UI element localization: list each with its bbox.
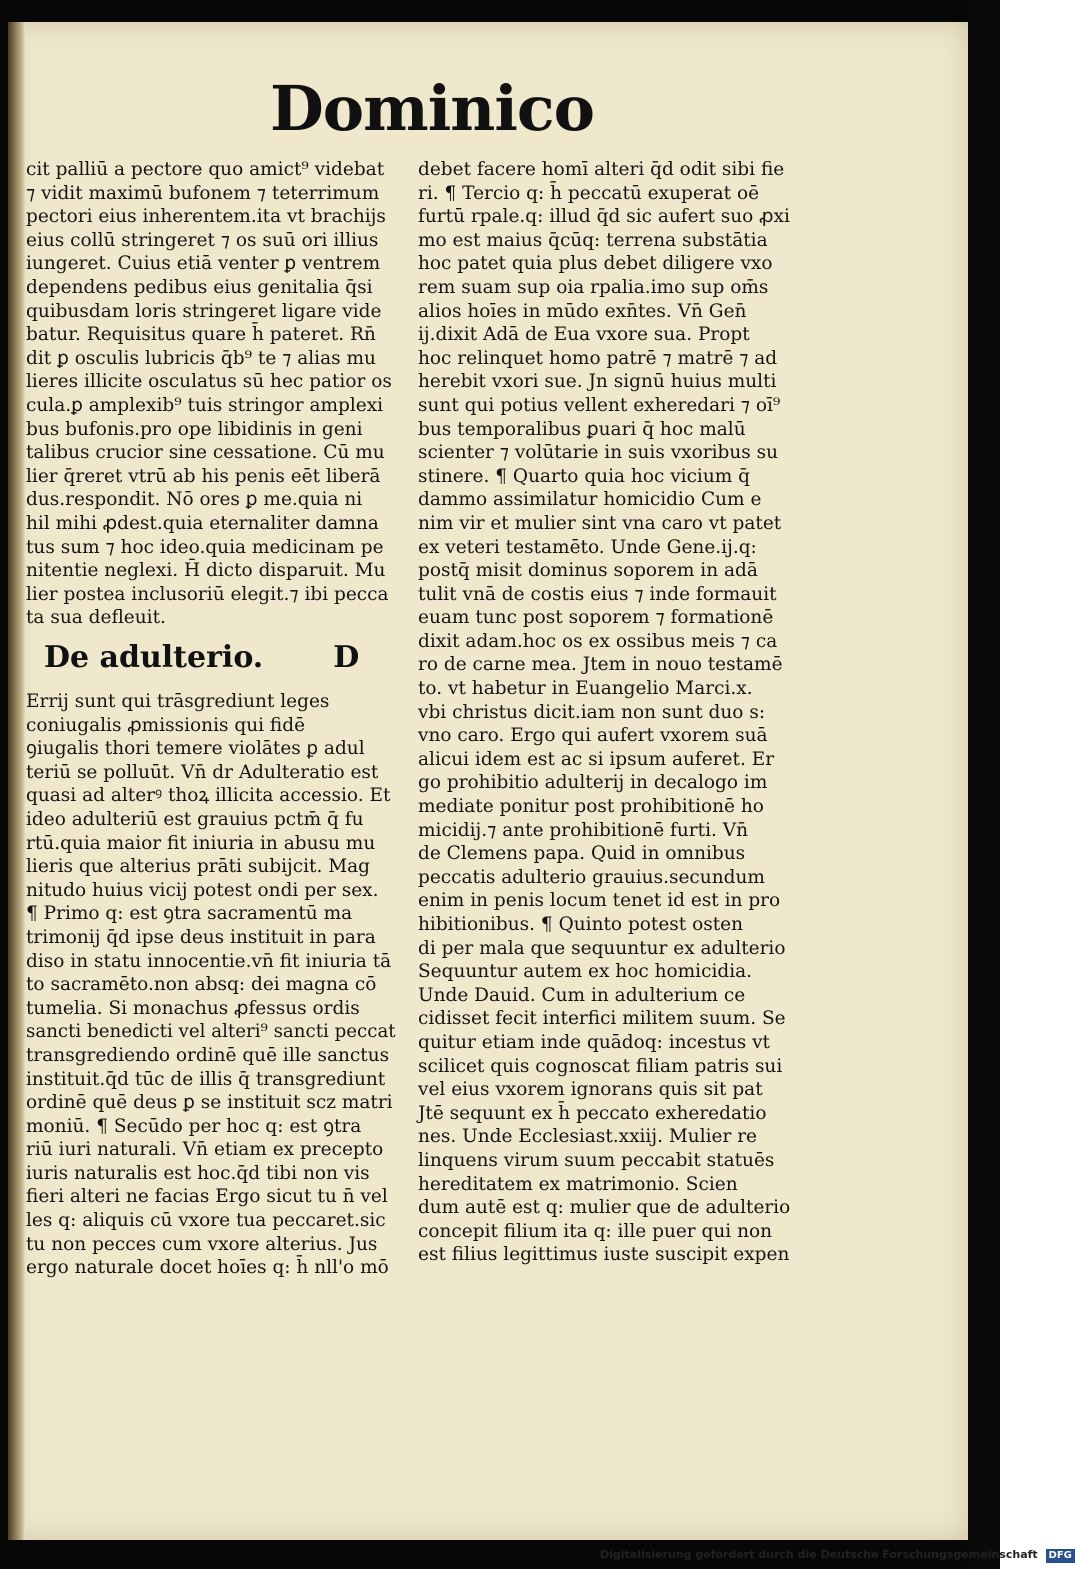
- text-line: bus bufonis.pro ope libidinis in geni: [26, 418, 363, 440]
- text-line: quibusdam loris stringeret ligare vide: [26, 300, 382, 322]
- text-line: stinere. ¶ Quarto quia hoc vicium q̄: [418, 465, 751, 487]
- text-line: diso in statu innocentie.vn̄ fit iniuria tā: [26, 950, 392, 972]
- text-line: cit palliū a pectore quo amict⁹ videbat: [26, 159, 385, 180]
- section-heading: [44, 640, 374, 684]
- text-line: ri. ¶ Tercio q: h̄ peccatū exuperat oē: [418, 182, 760, 204]
- text-line: hoc relinquet homo patrē ⁊ matrē ⁊ ad: [418, 347, 778, 369]
- text-line: quitur etiam inde quādoq: incestus vt: [418, 1031, 770, 1053]
- dfg-logo: DFG: [1046, 1549, 1075, 1563]
- text-line: nes. Unde Ecclesiast.xxiij. Mulier re: [418, 1126, 757, 1148]
- text-line: mediate ponitur post prohibitionē ho: [418, 796, 764, 818]
- text-line: hoc patet quia plus debet diligere vxo: [418, 253, 773, 275]
- text-line: cidisset fecit interfici militem suum. Se: [418, 1008, 786, 1030]
- text-line: to sacramēto.non absq: dei magna cō: [26, 974, 377, 996]
- text-line: rem suam sup oia rpalia.imo sup om̄s: [418, 276, 769, 298]
- text-line: nitentie neglexi. H̄ dicto disparuit. Mu: [26, 560, 386, 582]
- text-line: hil mihi ꝓdest.quia eternaliter damna: [26, 512, 379, 534]
- text-line: alios hoīes in mūdo exn̄tes. Vn̄ Gen̄: [418, 300, 747, 322]
- text-line: tus sum ⁊ hoc ideo.quia medicinam pe: [26, 536, 384, 558]
- text-line: hereditatem ex matrimonio. Scien: [418, 1173, 738, 1195]
- text-line: lier q̄reret vtrū ab his penis eēt liberā: [26, 465, 381, 487]
- text-line: mo est maius q̄cūq: terrena substātia: [418, 229, 768, 251]
- text-line: ij.dixit Adā de Eua vxore sua. Propt: [418, 324, 750, 346]
- scan-edge: [968, 0, 1000, 1569]
- text-line: eius collū stringeret ⁊ os suū ori illius: [26, 229, 379, 251]
- right-column: [418, 158, 790, 1267]
- text-line: hibitionibus. ¶ Quinto potest osten: [418, 914, 744, 935]
- text-line: talibus crucior sine cessatione. Cū mu: [26, 442, 385, 464]
- text-line: enim in penis locum tenet id est in pro: [418, 890, 781, 912]
- text-line: herebit vxori sue. Jn signū huius multi: [418, 371, 777, 393]
- text-line: ꝯiugalis thori temere violātes ꝑ adul: [26, 738, 365, 760]
- text-line: batur. Requisitus quare h̄ pateret. Rn̄: [26, 324, 376, 346]
- text-line: go prohibitio adulterij in decalogo im: [418, 772, 768, 794]
- text-line: riū iuri naturali. Vn̄ etiam ex precepto: [26, 1139, 384, 1161]
- text-line: dus.respondit. Nō ores ꝑ me.quia ni: [26, 489, 363, 511]
- text-line: sunt qui potius vellent exheredari ⁊ oī⁹: [418, 394, 781, 416]
- text-line: lieres illicite osculatus sū hec patior os: [26, 371, 392, 393]
- text-line: vbi christus dicit.iam non sunt duo s:: [418, 701, 766, 723]
- text-line: concepit filium ita q: ille puer qui non: [418, 1220, 773, 1242]
- text-line: ⁊ vidit maximū bufonem ⁊ teterrimum: [26, 182, 380, 204]
- text-line: vel eius vxorem ignorans quis sit pat: [418, 1079, 763, 1101]
- text-line: de Clemens papa. Quid in omnibus: [418, 843, 746, 865]
- text-line: sancti benedicti vel alteri⁹ sancti peccat: [26, 1021, 396, 1043]
- text-line: dammo assimilatur homicidio Cum e: [418, 489, 762, 511]
- text-line: dixit adam.hoc os ex ossibus meis ⁊ ca: [418, 630, 778, 652]
- text-line: dependens pedibus eius genitalia q̄si: [26, 276, 373, 298]
- text-line: nitudo huius vicij potest ondi per sex.: [26, 879, 379, 901]
- text-line: furtū rpale.q: illud q̄d sic aufert suo ꝓxi: [418, 206, 790, 228]
- text-line: bus temporalibus ꝑuari q̄ hoc malū: [418, 418, 746, 440]
- text-line: quasi ad alterꝰ thoꝝ illicita accessio. Et: [26, 785, 391, 807]
- text-line: cula.ꝑ amplexib⁹ tuis stringor amplexi: [26, 394, 384, 416]
- text-line: ro de carne mea. Jtem in nouo testamē: [418, 654, 783, 676]
- text-line: tulit vnā de costis eius ⁊ inde formauit: [418, 583, 777, 605]
- text-line: ideo adulteriū est grauius pctm̄ q̄ fu: [26, 808, 364, 830]
- text-line: dum autē est q: mulier que de adulterio: [418, 1197, 791, 1219]
- text-line: les q: aliquis cū vxore tua peccaret.sic: [26, 1210, 386, 1232]
- text-line: iuris naturalis est hoc.q̄d tibi non vis: [26, 1162, 370, 1184]
- text-line: postq̄ misit dominus soporem in adā: [418, 560, 758, 582]
- text-line: Sequuntur autem ex hoc homicidia.: [418, 961, 753, 983]
- section-title: De adulterio.: [44, 640, 264, 675]
- text-line: rtū.quia maior fit iniuria in abusu mu: [26, 832, 376, 854]
- text-line: linquens virum suum peccabit statuēs: [418, 1149, 775, 1171]
- text-line: moniū. ¶ Secūdo per hoc q: est ꝯtra: [26, 1115, 362, 1137]
- text-line: scienter ⁊ volūtarie in suis vxoribus su: [418, 442, 779, 464]
- text-line: to. vt habetur in Euangelio Marci.x.: [418, 678, 753, 700]
- text-line: ordinē quē deus ꝑ se instituit scz matri: [26, 1092, 393, 1114]
- footer-credit: [600, 1548, 1072, 1566]
- text-line: peccatis adulterio grauius.secundum: [418, 866, 765, 888]
- text-line: instituit.q̄d tūc de illis q̄ transgrediunt: [26, 1068, 386, 1090]
- text-line: pectori eius inherentem.ita vt brachijs: [26, 206, 386, 228]
- text-line: nim vir et mulier sint vna caro vt patet: [418, 512, 782, 534]
- text-line: iungeret. Cuius etiā venter ꝑ ventrem: [26, 253, 381, 275]
- text-line: di per mala que sequuntur ex adulterio: [418, 937, 786, 959]
- text-line: vno caro. Ergo qui aufert vxorem suā: [418, 725, 768, 747]
- text-line: transgrediendo ordinē quē ille sanctus: [26, 1044, 390, 1066]
- text-line: ta sua defleuit.: [26, 607, 166, 629]
- footer-credit-text: Digitalisierung gefördert durch die Deutsche Forschungsgemeinschaft: [600, 1548, 1038, 1561]
- text-line: alicui idem est ac si ipsum auferet. Er: [418, 748, 775, 770]
- text-line: dit ꝑ osculis lubricis q̄b⁹ te ⁊ alias mu: [26, 347, 376, 369]
- left-column-top: [26, 158, 396, 630]
- text-line: Unde Dauid. Cum in adulterium ce: [418, 984, 746, 1006]
- text-line: ergo naturale docet hoīes q: h̄ nll'o mō: [26, 1257, 389, 1279]
- page-heading: Dominico: [270, 72, 595, 145]
- text-line: Jtē sequunt ex h̄ peccato exheredatio: [418, 1102, 767, 1124]
- text-line: coniugalis ꝓmissionis qui fidē: [26, 714, 306, 736]
- text-line: micidij.⁊ ante prohibitionē furti. Vn̄: [418, 819, 749, 841]
- text-line: debet facere homī alteri q̄d odit sibi fie: [418, 159, 785, 180]
- text-line: lier postea inclusoriū elegit.⁊ ibi pecca: [26, 583, 389, 605]
- text-line: tu non pecces cum vxore alterius. Jus: [26, 1233, 378, 1255]
- text-line: ex veteri testamēto. Unde Gene.ij.q:: [418, 536, 757, 558]
- text-line: fieri alteri ne facias Ergo sicut tu n̄ vel: [26, 1186, 388, 1208]
- page-gutter: [8, 22, 26, 1540]
- left-column-bottom: [26, 690, 396, 1280]
- text-line: euam tunc post soporem ⁊ formationē: [418, 607, 774, 629]
- text-line: tumelia. Si monachus ꝓfessus ordis: [26, 997, 360, 1019]
- section-initial-mark: D: [333, 640, 360, 675]
- text-line: ¶ Primo q: est ꝯtra sacramentū ma: [26, 903, 353, 925]
- text-line: Errij sunt qui trāsgrediunt leges: [26, 691, 330, 712]
- text-line: lieris que alterius prāti subijcit. Mag: [26, 856, 371, 878]
- text-line: trimonij q̄d ipse deus instituit in para: [26, 926, 376, 948]
- text-line: est filius legittimus iuste suscipit expen: [418, 1244, 790, 1266]
- text-line: scilicet quis cognoscat filiam patris sui: [418, 1055, 783, 1077]
- text-line: teriū se polluūt. Vn̄ dr Adulteratio est: [26, 761, 379, 783]
